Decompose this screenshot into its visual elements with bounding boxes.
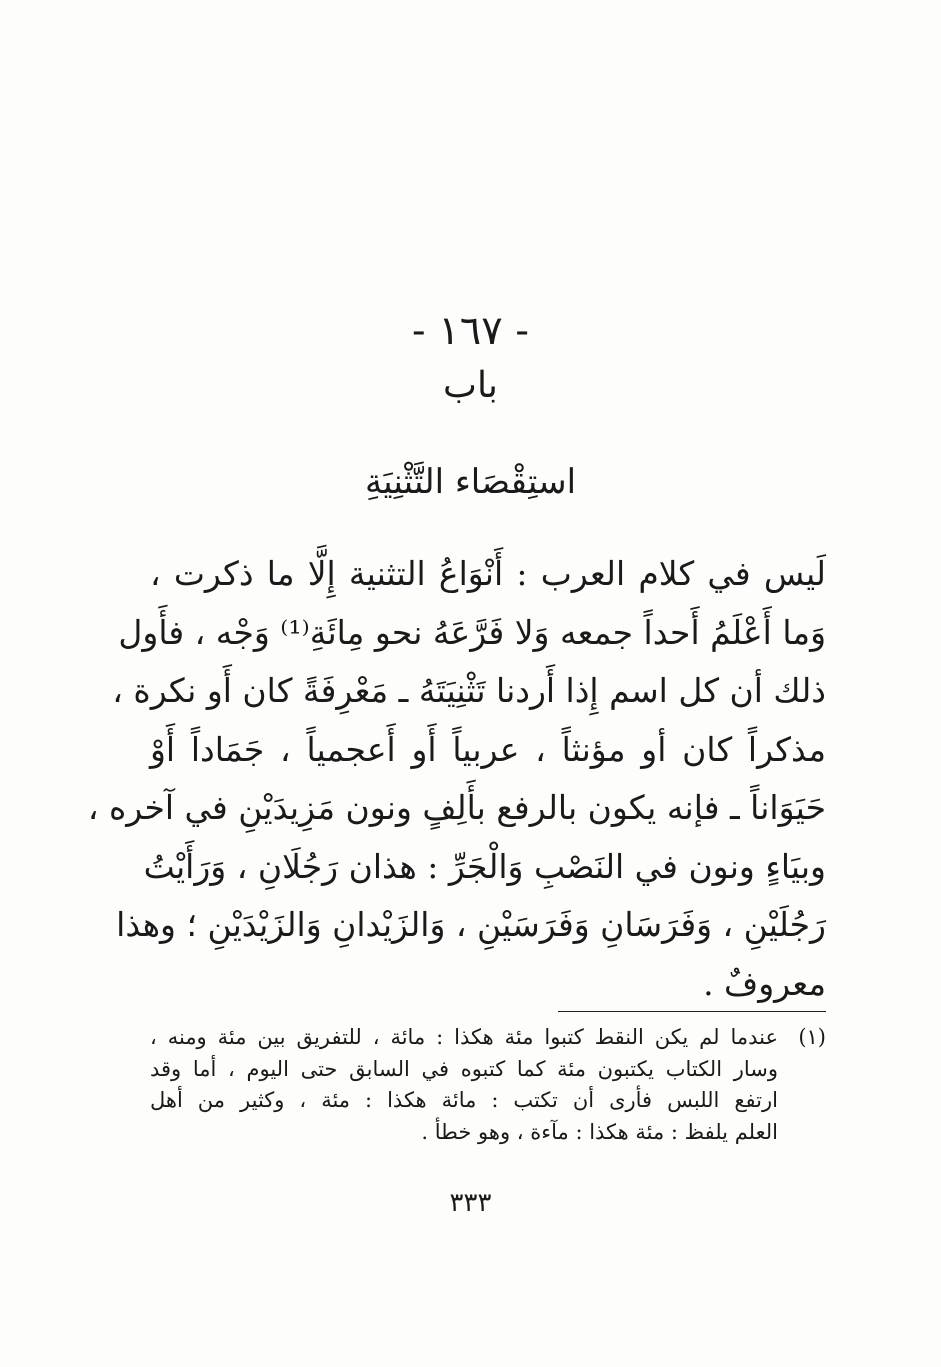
- footnote-line: ارتفع اللبس فأرى أن تكتب : مائة هكذا : مئة ، وكثير من أهل: [150, 1088, 778, 1112]
- body-line: مذكراً كان أو مؤنثاً ، عربياً أَو أَعجمياً ، جَمَاداً أَوْ: [150, 729, 826, 769]
- body-line: وبيَاءٍ ونون في النَصْبِ وَالْجَرِّ : هذان رَجُلَانِ ، وَرَأَيْتُ: [143, 846, 826, 886]
- section-title: استِقْصَاء التَّثْنِيَةِ: [364, 462, 577, 502]
- footnote: [150, 1022, 826, 1148]
- footnote-line: العلم يلفظ : مئة هكذا : مآءة ، وهو خطأ .: [421, 1119, 778, 1144]
- chapter-number: - ١٦٧ -: [412, 308, 529, 354]
- footnote-marker: (١): [798, 1025, 826, 1049]
- body-paragraph: [87, 545, 826, 1013]
- body-line: ذلك أن كل اسم إِذا أَردنا تَثْنِيَتَهُ ـ مَعْرِفَةً كان أَو نكرة ،: [112, 671, 826, 710]
- footnote-divider: [558, 1011, 826, 1012]
- footnote-text: [150, 1022, 778, 1148]
- footnote-line: عندما لم يكن النقط كتبوا مئة هكذا : مائة ، للتفريق بين مئة ومنه ،: [150, 1025, 778, 1049]
- body-line: رَجُلَيْنِ ، وَفَرَسَانِ وَفَرَسَيْنِ ، وَالزَيْدانِ وَالزَيْدَيْنِ ؛ وهذا: [116, 905, 826, 944]
- footnotes-section: [150, 1022, 826, 1148]
- footnote-line: وسار الكتاب يكتبون مئة كما كتبوه في السابق حتى اليوم ، أما وقد: [150, 1056, 778, 1081]
- body-line: لَيس في كلام العرب : أَنْوَاعُ التثنية إِلَّا ما ذكرت ،: [150, 554, 826, 593]
- section-heading-word: باب: [443, 365, 498, 406]
- body-line: معروفٌ .: [703, 963, 826, 1003]
- body-line: حَيَوَاناً ـ فإنه يكون بالرفع بأَلِفٍ ونون مَزِيدَيْنِ في آخره ،: [87, 788, 826, 827]
- page-number: ٣٣٣: [449, 1188, 492, 1218]
- body-line: وَما أَعْلَمُ أَحداً جمعه وَلا فَرَّعَهُ نحو مِائَةِ⁽¹⁾ وَجْه ، فأَول: [118, 612, 826, 652]
